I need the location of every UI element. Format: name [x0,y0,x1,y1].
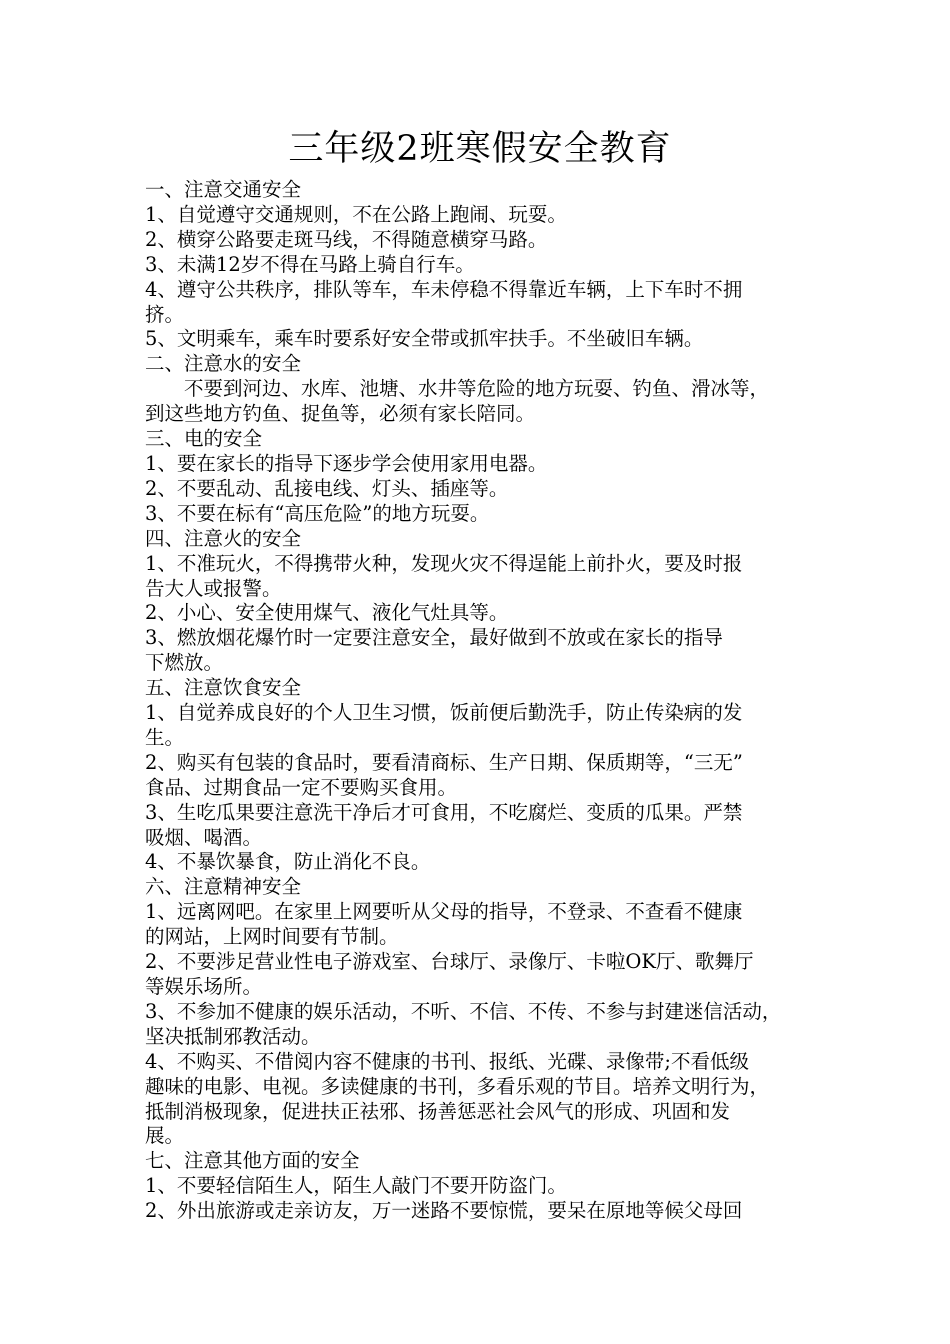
paragraph-line: 1、自觉遵守交通规则，不在公路上跑闹、玩耍。 [145,202,567,226]
paragraph-line: 5、文明乘车，乘车时要系好安全带或抓牢扶手。不坐破旧车辆。 [145,327,704,351]
paragraph-line: 2、横穿公路要走斑马线，不得随意横穿马路。 [145,227,548,251]
section-heading-food: 五、注意饮食安全 [145,676,302,700]
paragraph-line: 1、不准玩火，不得携带火种，发现火灾不得逞能上前扑火，要及时报 [145,551,743,575]
paragraph-line: 4、不暴饮暴食，防止消化不良。 [145,850,431,874]
paragraph-line: 2、小心、安全使用煤气、液化气灶具等。 [145,601,509,625]
paragraph-line: 3、不参加不健康的娱乐活动，不听、不信、不传、不参与封建迷信活动， [145,999,782,1023]
section-heading-electricity: 三、电的安全 [145,427,263,451]
paragraph-line: 2、购买有包装的食品时，要看清商标、生产日期、保质期等，“三无” [145,750,743,774]
paragraph-line: 3、燃放烟花爆竹时一定要注意安全，最好做到不放或在家长的指导 [145,626,723,650]
paragraph-line: 挤。 [145,302,185,326]
paragraph-line: 3、生吃瓜果要注意洗干净后才可食用，不吃腐烂、变质的瓜果。严禁 [145,800,743,824]
section-heading-fire: 四、注意火的安全 [145,526,302,550]
paragraph-line: 展。 [145,1124,185,1148]
paragraph-line: 等娱乐场所。 [145,975,263,998]
section-heading-other: 七、注意其他方面的安全 [145,1149,360,1173]
paragraph-line: 生。 [145,725,185,749]
section-heading-traffic: 一、注意交通安全 [145,178,302,201]
document-body [145,178,815,1224]
paragraph-line: 4、遵守公共秩序，排队等车，车未停稳不得靠近车辆，上下车时不拥 [145,277,743,301]
paragraph-line: 3、不要在标有“高压危险”的地方玩耍。 [145,501,490,525]
paragraph-line: 2、外出旅游或走亲访友，万一迷路不要惊慌，要呆在原地等候父母回 [145,1199,743,1223]
paragraph-line: 吸烟、喝酒。 [145,825,263,849]
paragraph-line: 趣味的电影、电视。多读健康的书刊，多看乐观的节目。培养文明行为， [145,1074,770,1098]
paragraph-line: 抵制消极现象，促进扶正祛邪、扬善惩恶社会风气的形成、巩固和发 [145,1099,731,1123]
paragraph-line: 食品、过期食品一定不要购买食用。 [145,775,458,799]
document-title: 三年级2班寒假安全教育 [288,129,672,169]
paragraph-line: 1、要在家长的指导下逐步学会使用家用电器。 [145,451,548,475]
paragraph-line: 坚决抵制邪教活动。 [145,1024,321,1048]
document-page [145,120,815,1224]
paragraph-line: 2、不要乱动、乱接电线、灯头、插座等。 [145,476,509,500]
paragraph-line: 4、不购买、不借阅内容不健康的书刊、报纸、光碟、录像带;不看低级 [145,1049,749,1073]
paragraph-line: 下燃放。 [145,651,224,675]
paragraph-line: 告大人或报警。 [145,576,282,600]
paragraph-line: 3、未满12岁不得在马路上骑自行车。 [145,252,475,276]
paragraph-line: 2、不要涉足营业性电子游戏室、台球厅、录像厅、卡啦OK厅、歌舞厅 [145,950,754,974]
paragraph-line: 的网站，上网时间要有节制。 [145,925,399,949]
paragraph-line: 1、自觉养成良好的个人卫生习惯，饭前便后勤洗手，防止传染病的发 [145,701,743,725]
section-heading-mental: 六、注意精神安全 [145,875,302,899]
paragraph-line: 到这些地方钓鱼、捉鱼等，必须有家长陪同。 [145,402,536,426]
section-heading-water: 二、注意水的安全 [145,352,302,376]
paragraph-line: 不要到河边、水库、池塘、水井等危险的地方玩耍、钓鱼、滑冰等， [184,377,770,401]
paragraph-line: 1、远离网吧。在家里上网要听从父母的指导，不登录、不查看不健康 [145,900,743,924]
paragraph-line: 1、不要轻信陌生人，陌生人敲门不要开防盗门。 [145,1174,567,1198]
